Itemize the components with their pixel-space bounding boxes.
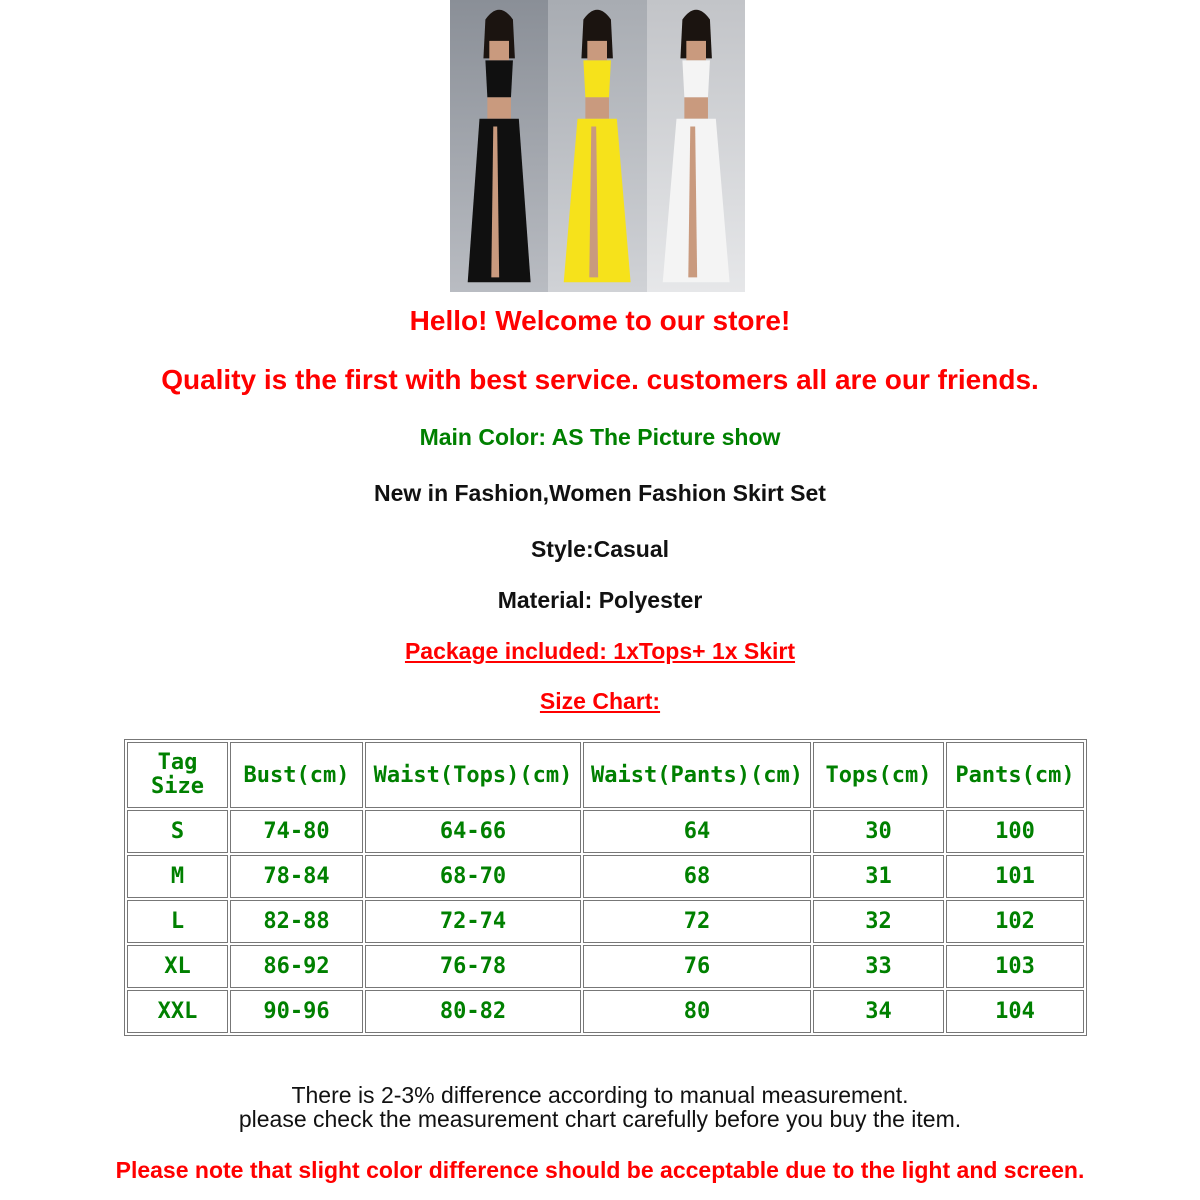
package-text: Package included: 1xTops+ 1x Skirt [404,638,796,664]
new-in-text: New in Fashion,Women Fashion Skirt Set [374,480,826,506]
bust-cell: 74-80 [230,810,363,853]
table-header-row [127,742,1084,808]
size-cell: M [127,855,228,898]
size-cell: XXL [127,990,228,1033]
tops-cell: 33 [813,945,944,988]
waist-tops-cell: 80-82 [365,990,581,1033]
bust-cell: 90-96 [230,990,363,1033]
waist-pants-cell: 76 [583,945,811,988]
bust-cell: 82-88 [230,900,363,943]
waist-pants-cell: 80 [583,990,811,1033]
measurement-note-line1: There is 2-3% difference according to manual measurement. [291,1082,909,1108]
pants-cell: 104 [946,990,1084,1033]
product-photo-white [647,0,745,292]
table-row [127,855,1084,898]
table-row [127,945,1084,988]
size-chart-title: Size Chart: [539,688,661,714]
product-photo-strip [450,0,745,292]
size-chart-table [124,739,1087,1036]
header-pants: Pants(cm) [946,742,1084,808]
quality-heading: Quality is the first with best service. customers all are our friends. [161,364,1039,395]
waist-pants-cell: 68 [583,855,811,898]
header-tag-size: Tag Size [127,742,228,808]
header-waist-tops: Waist(Tops)(cm) [365,742,581,808]
table-row [127,990,1084,1033]
tops-cell: 30 [813,810,944,853]
welcome-heading: Hello! Welcome to our store! [409,305,791,336]
pants-cell: 103 [946,945,1084,988]
measurement-note-line2: please check the measurement chart carefully before you buy the item. [238,1106,962,1132]
waist-tops-cell: 72-74 [365,900,581,943]
tops-cell: 32 [813,900,944,943]
waist-tops-cell: 68-70 [365,855,581,898]
size-cell: L [127,900,228,943]
color-difference-note: Please note that slight color difference should be acceptable due to the light and screen. [115,1157,1085,1183]
pants-cell: 100 [946,810,1084,853]
table-row [127,900,1084,943]
waist-pants-cell: 72 [583,900,811,943]
bust-cell: 86-92 [230,945,363,988]
tops-cell: 31 [813,855,944,898]
material-text: Material: Polyester [497,587,703,613]
waist-pants-cell: 64 [583,810,811,853]
style-text: Style:Casual [530,536,670,562]
header-bust: Bust(cm) [230,742,363,808]
size-cell: S [127,810,228,853]
waist-tops-cell: 64-66 [365,810,581,853]
header-waist-pants: Waist(Pants)(cm) [583,742,811,808]
waist-tops-cell: 76-78 [365,945,581,988]
pants-cell: 101 [946,855,1084,898]
header-tops: Tops(cm) [813,742,944,808]
pants-cell: 102 [946,900,1084,943]
table-row [127,810,1084,853]
product-photo-black [450,0,548,292]
main-color-text: Main Color: AS The Picture show [419,424,781,450]
size-cell: XL [127,945,228,988]
bust-cell: 78-84 [230,855,363,898]
tops-cell: 34 [813,990,944,1033]
product-photo-yellow [548,0,646,292]
